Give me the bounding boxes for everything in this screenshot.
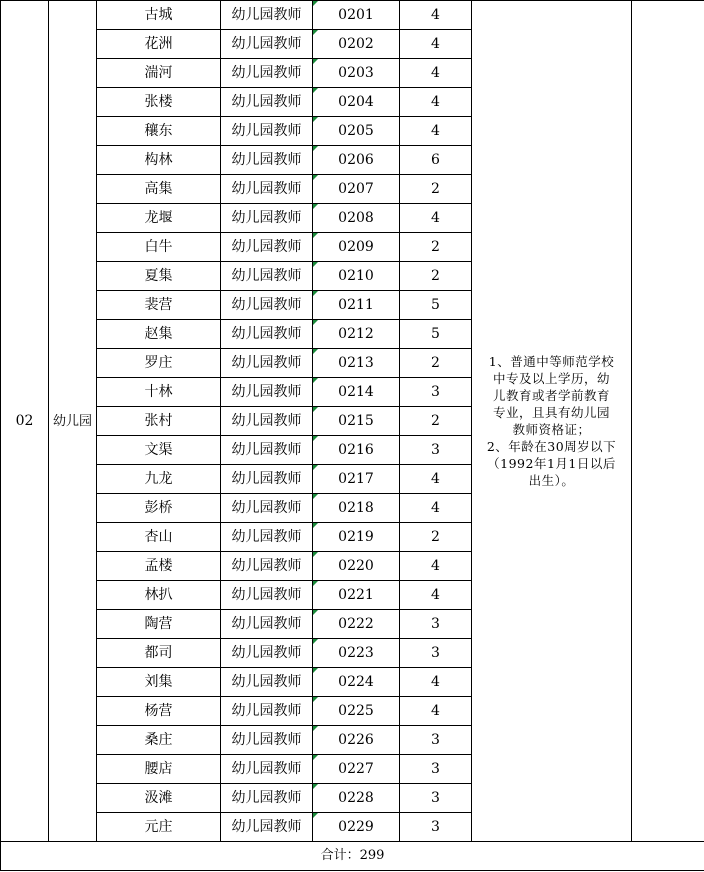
post-cell: 幼儿园教师	[221, 262, 313, 291]
post-code-cell: 0203	[313, 59, 400, 88]
count-cell: 4	[400, 581, 472, 610]
post-code-cell: 0220	[313, 552, 400, 581]
post-code-cell: 0229	[313, 813, 400, 842]
place-cell: 古城	[97, 1, 221, 30]
post-code-cell: 0228	[313, 784, 400, 813]
requirement-line: 儿教育或者学前教育	[492, 388, 610, 403]
place-cell: 花洲	[97, 30, 221, 59]
post-code-cell: 0208	[313, 204, 400, 233]
place-cell: 林扒	[97, 581, 221, 610]
requirement-line: 教师资格证；	[512, 422, 591, 437]
place-cell: 文渠	[97, 436, 221, 465]
post-code-cell: 0213	[313, 349, 400, 378]
count-cell: 4	[400, 697, 472, 726]
post-code-cell: 0207	[313, 175, 400, 204]
post-cell: 幼儿园教师	[221, 581, 313, 610]
post-cell: 幼儿园教师	[221, 523, 313, 552]
count-cell: 2	[400, 523, 472, 552]
requirement-line: 1、普通中等师范学校	[488, 354, 615, 369]
post-cell: 幼儿园教师	[221, 175, 313, 204]
post-code-cell: 0223	[313, 639, 400, 668]
place-cell: 裴营	[97, 291, 221, 320]
count-cell: 3	[400, 378, 472, 407]
place-cell: 罗庄	[97, 349, 221, 378]
count-cell: 4	[400, 494, 472, 523]
requirement-line: （1992年1月1日以后	[487, 456, 616, 471]
place-cell: 十林	[97, 378, 221, 407]
post-cell: 幼儿园教师	[221, 59, 313, 88]
post-code-cell: 0222	[313, 610, 400, 639]
post-cell: 幼儿园教师	[221, 146, 313, 175]
post-cell: 幼儿园教师	[221, 697, 313, 726]
post-code-cell: 0219	[313, 523, 400, 552]
post-code-cell: 0215	[313, 407, 400, 436]
place-cell: 桑庄	[97, 726, 221, 755]
count-cell: 2	[400, 349, 472, 378]
total-label: 合计：299	[1, 842, 704, 871]
post-cell: 幼儿园教师	[221, 1, 313, 30]
count-cell: 2	[400, 407, 472, 436]
post-cell: 幼儿园教师	[221, 726, 313, 755]
post-code-cell: 0218	[313, 494, 400, 523]
place-cell: 汲滩	[97, 784, 221, 813]
place-cell: 陶营	[97, 610, 221, 639]
post-cell: 幼儿园教师	[221, 407, 313, 436]
post-cell: 幼儿园教师	[221, 552, 313, 581]
count-cell: 4	[400, 668, 472, 697]
post-cell: 幼儿园教师	[221, 349, 313, 378]
count-cell: 3	[400, 639, 472, 668]
post-cell: 幼儿园教师	[221, 291, 313, 320]
post-cell: 幼儿园教师	[221, 639, 313, 668]
post-code-cell: 0224	[313, 668, 400, 697]
post-code-cell: 0201	[313, 1, 400, 30]
count-cell: 4	[400, 117, 472, 146]
post-cell: 幼儿园教师	[221, 233, 313, 262]
count-cell: 2	[400, 233, 472, 262]
place-cell: 张村	[97, 407, 221, 436]
count-cell: 3	[400, 436, 472, 465]
place-cell: 赵集	[97, 320, 221, 349]
place-cell: 张楼	[97, 88, 221, 117]
count-cell: 3	[400, 813, 472, 842]
place-cell: 九龙	[97, 465, 221, 494]
post-code-cell: 0211	[313, 291, 400, 320]
count-cell: 4	[400, 465, 472, 494]
count-cell: 5	[400, 291, 472, 320]
count-cell: 4	[400, 88, 472, 117]
place-cell: 湍河	[97, 59, 221, 88]
requirement-line: 专业，且具有幼儿园	[492, 405, 610, 420]
count-cell: 4	[400, 204, 472, 233]
post-code-cell: 0204	[313, 88, 400, 117]
place-cell: 孟楼	[97, 552, 221, 581]
total-row	[1, 842, 704, 871]
count-cell: 3	[400, 610, 472, 639]
post-cell: 幼儿园教师	[221, 378, 313, 407]
post-cell: 幼儿园教师	[221, 204, 313, 233]
post-code-cell: 0209	[313, 233, 400, 262]
count-cell: 3	[400, 726, 472, 755]
post-cell: 幼儿园教师	[221, 320, 313, 349]
count-cell: 4	[400, 1, 472, 30]
place-cell: 夏集	[97, 262, 221, 291]
place-cell: 刘集	[97, 668, 221, 697]
count-cell: 3	[400, 784, 472, 813]
remarks-cell	[632, 1, 704, 842]
place-cell: 腰店	[97, 755, 221, 784]
table-body	[1, 1, 704, 871]
post-code-cell: 0205	[313, 117, 400, 146]
post-code-cell: 0217	[313, 465, 400, 494]
place-cell: 龙堰	[97, 204, 221, 233]
group-number: 02	[1, 1, 49, 842]
post-cell: 幼儿园教师	[221, 813, 313, 842]
unit-type: 幼儿园	[49, 1, 97, 842]
requirement-line: 中专及以上学历，幼	[492, 371, 610, 386]
post-cell: 幼儿园教师	[221, 465, 313, 494]
post-code-cell: 0214	[313, 378, 400, 407]
count-cell: 4	[400, 552, 472, 581]
post-code-cell: 0226	[313, 726, 400, 755]
requirement-line: 2、年龄在30周岁以下	[486, 439, 617, 454]
count-cell: 4	[400, 59, 472, 88]
post-code-cell: 0221	[313, 581, 400, 610]
post-cell: 幼儿园教师	[221, 784, 313, 813]
count-cell: 4	[400, 30, 472, 59]
post-cell: 幼儿园教师	[221, 610, 313, 639]
post-code-cell: 0227	[313, 755, 400, 784]
count-cell: 3	[400, 755, 472, 784]
post-cell: 幼儿园教师	[221, 494, 313, 523]
post-cell: 幼儿园教师	[221, 30, 313, 59]
place-cell: 杨营	[97, 697, 221, 726]
place-cell: 构林	[97, 146, 221, 175]
post-cell: 幼儿园教师	[221, 117, 313, 146]
count-cell: 2	[400, 262, 472, 291]
post-cell: 幼儿园教师	[221, 755, 313, 784]
place-cell: 彭桥	[97, 494, 221, 523]
count-cell: 5	[400, 320, 472, 349]
place-cell: 白牛	[97, 233, 221, 262]
requirement-line: 出生）。	[528, 473, 575, 488]
count-cell: 6	[400, 146, 472, 175]
post-code-cell: 0206	[313, 146, 400, 175]
post-cell: 幼儿园教师	[221, 668, 313, 697]
post-code-cell: 0210	[313, 262, 400, 291]
post-cell: 幼儿园教师	[221, 88, 313, 117]
table-row	[1, 1, 704, 30]
post-code-cell: 0212	[313, 320, 400, 349]
place-cell: 元庄	[97, 813, 221, 842]
place-cell: 穰东	[97, 117, 221, 146]
post-code-cell: 0216	[313, 436, 400, 465]
requirements-cell	[472, 1, 632, 842]
place-cell: 都司	[97, 639, 221, 668]
count-cell: 2	[400, 175, 472, 204]
place-cell: 杏山	[97, 523, 221, 552]
post-cell: 幼儿园教师	[221, 436, 313, 465]
post-code-cell: 0202	[313, 30, 400, 59]
post-code-cell: 0225	[313, 697, 400, 726]
place-cell: 高集	[97, 175, 221, 204]
